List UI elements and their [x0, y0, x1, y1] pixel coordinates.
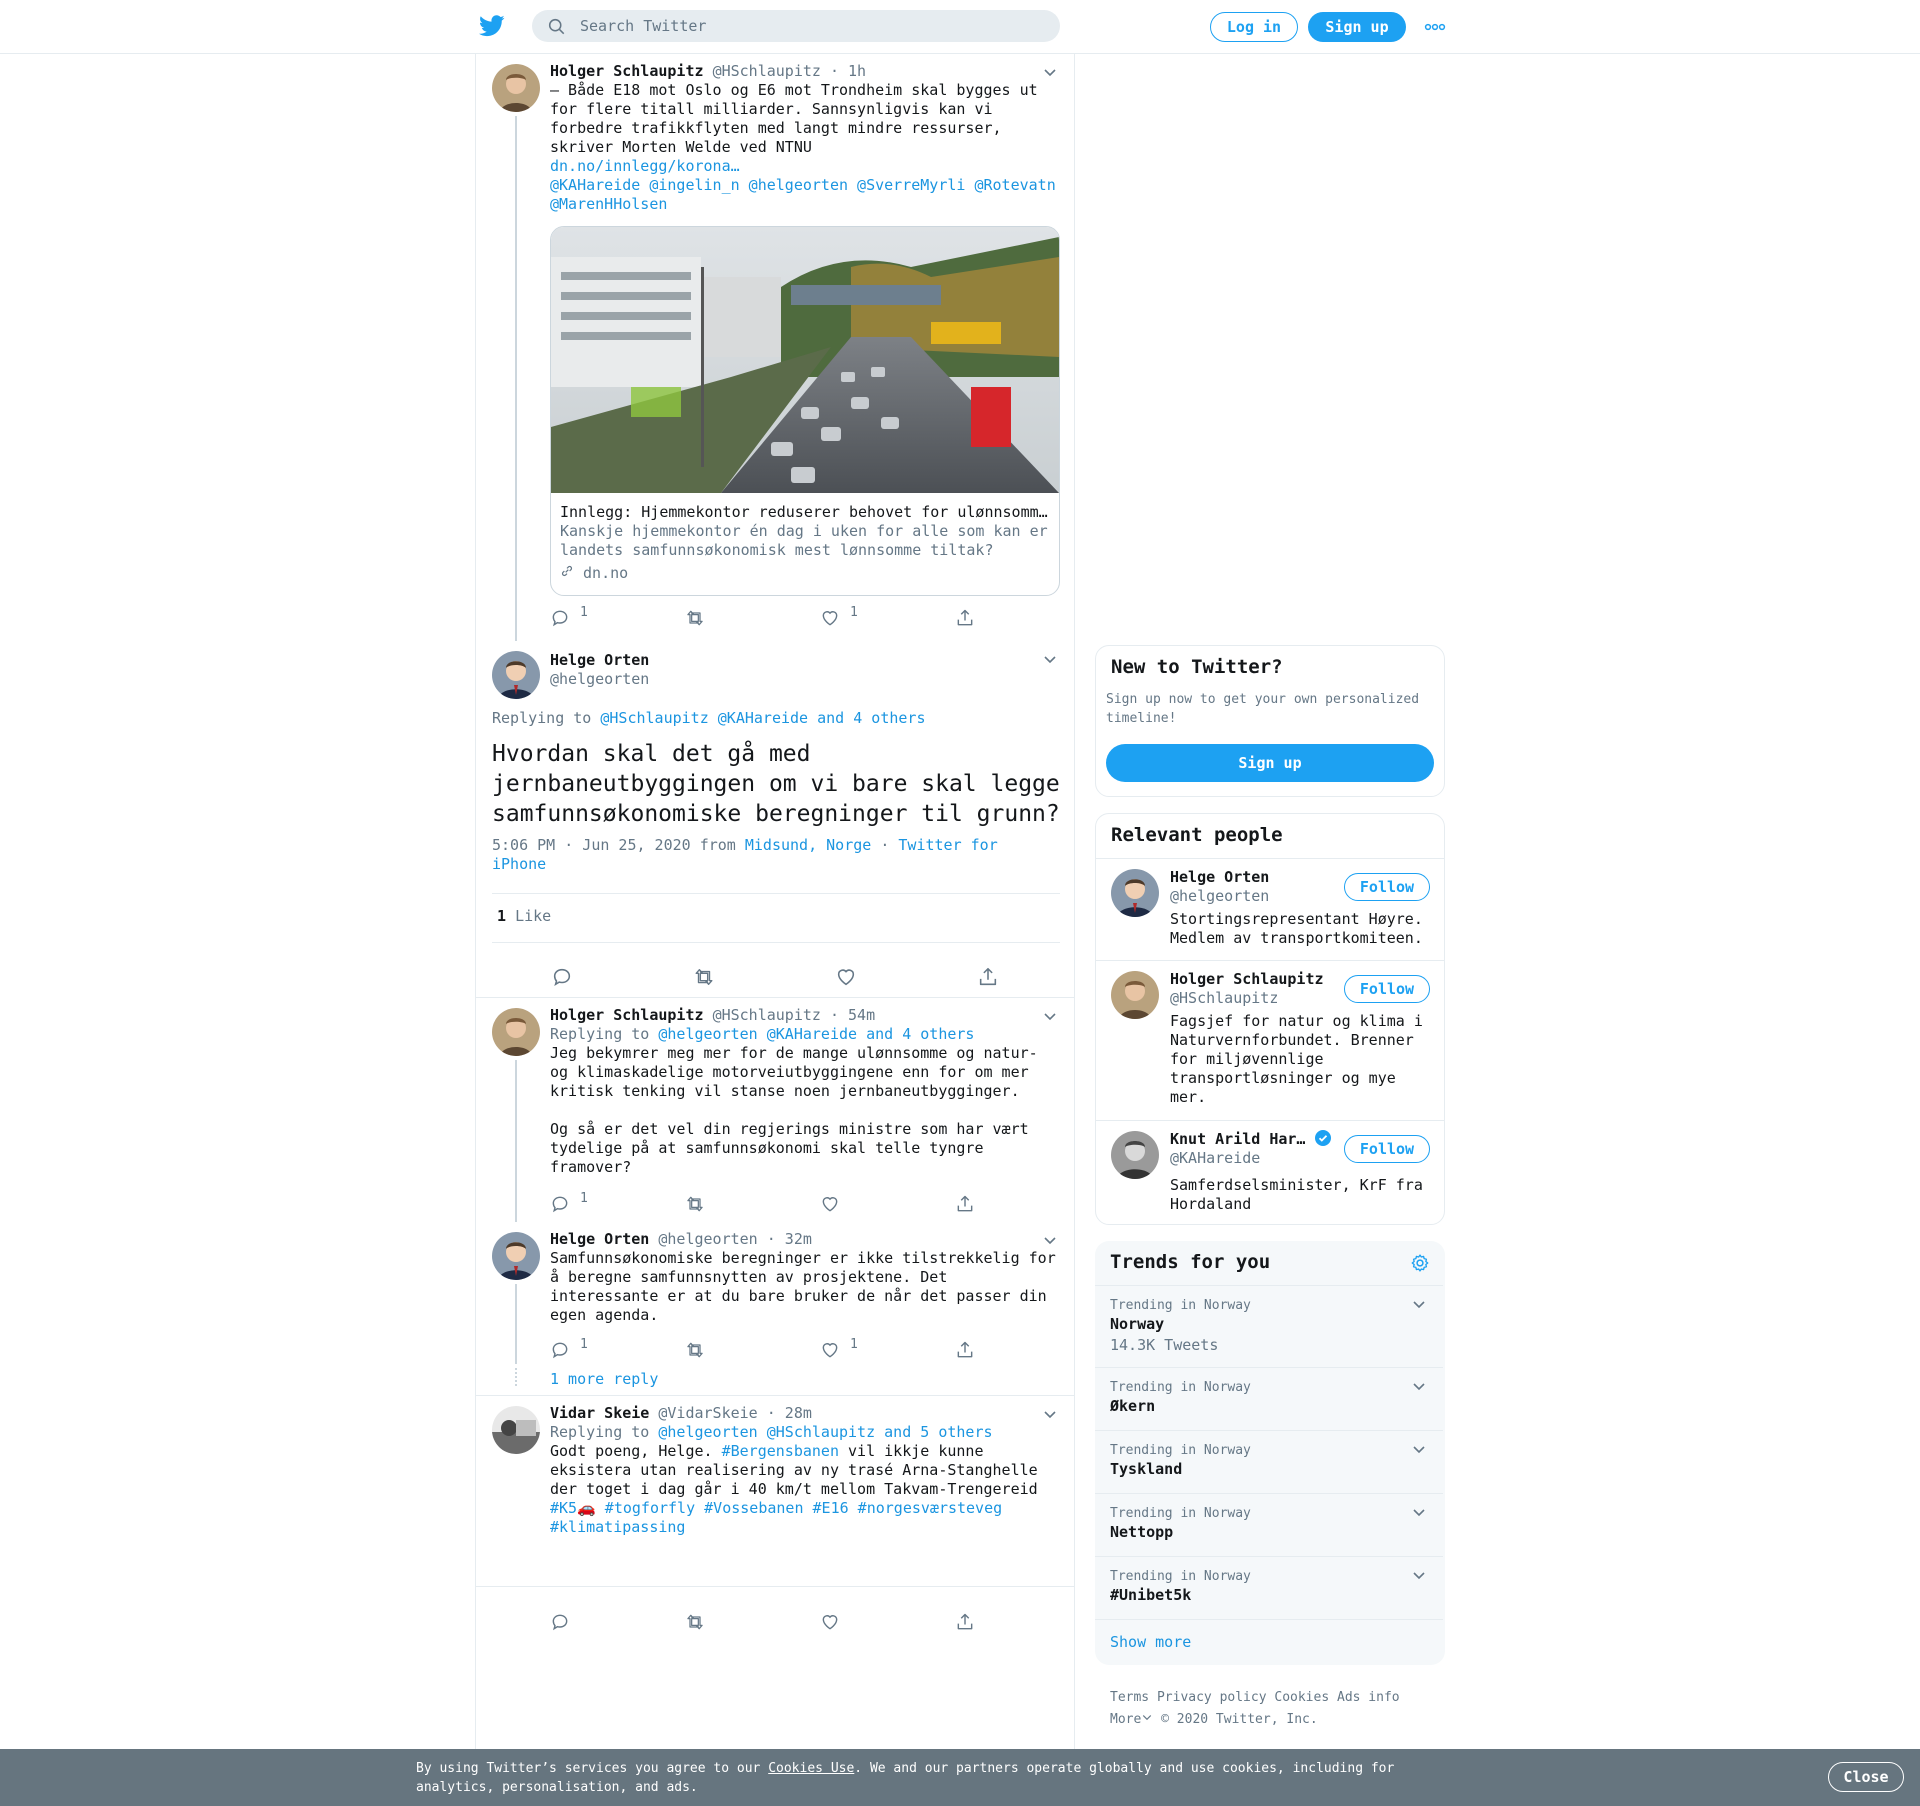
footer-ads-link[interactable]: Ads info — [1337, 1690, 1400, 1705]
author-handle[interactable]: @HSchlaupitz — [712, 62, 821, 80]
replying-to — [492, 709, 1062, 727]
main-timeline — [475, 54, 1075, 1750]
parent-tweet[interactable] — [476, 54, 1074, 641]
like-total: 1 — [497, 907, 507, 925]
reply-count: 1 — [580, 605, 588, 620]
share-icon — [955, 1340, 975, 1360]
footer-cookies-link[interactable]: Cookies — [1274, 1690, 1330, 1705]
replying-mentions[interactable]: @helgeorten @HSchlaupitz and 5 others — [658, 1423, 993, 1441]
reply-icon — [550, 1612, 570, 1632]
more-replies-link[interactable]: 1 more reply — [550, 1370, 659, 1388]
trend-name: #Unibet5k — [1110, 1586, 1192, 1604]
like-stats[interactable] — [497, 907, 551, 925]
trend-item[interactable] — [1095, 1367, 1443, 1430]
profile-photo-icon — [492, 64, 540, 112]
tweet-text: Jeg bekymrer meg mer for de mange ulønnsomme og natur- og klimaskadelige motorveiutbyggingene enn for om mer kritisk tenking vil stanse noen jernbaneutbygginger. — [550, 1044, 1038, 1100]
tweet-mentions[interactable]: @KAHareide @ingelin_n @helgeorten @SverreMyrli @Rotevatn @MarenHHolsen — [550, 176, 1056, 213]
person-handle[interactable]: @helgeorten — [1170, 887, 1270, 905]
cookie-text — [416, 1759, 1416, 1797]
trend-name: Norway — [1110, 1315, 1165, 1333]
person-card[interactable] — [1096, 960, 1444, 1120]
replying-mentions[interactable]: @helgeorten @KAHareide and 4 others — [658, 1025, 975, 1043]
tweet-text: – Både E18 mot Oslo og E6 mot Trondheim skal bygges ut for flere titall milliarder. Sannsynligvis kan vi forbedre trafikkflyten med langt mindre ressurser, skriver Morten Welde ved NTNU — [550, 81, 1038, 156]
cookie-banner — [0, 1749, 1920, 1806]
tweet-time[interactable]: · 28m — [766, 1404, 812, 1422]
profile-photo-icon — [1111, 971, 1159, 1019]
focused-tweet-text: Hvordan skal det gå med jernbaneutbyggingen om vi bare skal legge samfunnsøkonomiske beregninger til grunn? — [492, 741, 1060, 827]
retweet-icon — [685, 608, 705, 628]
tweet-actions — [550, 1337, 980, 1360]
focused-tweet — [476, 641, 1074, 1051]
trend-name: Nettopp — [1110, 1523, 1174, 1541]
thread-dots — [515, 1368, 517, 1386]
signup-button[interactable]: Sign up — [1308, 12, 1406, 42]
reply-button[interactable] — [550, 1191, 588, 1214]
new-to-twitter-box — [1095, 645, 1445, 797]
relevant-people-box — [1095, 813, 1445, 1225]
retweet-button[interactable] — [685, 1612, 705, 1632]
tweet-time[interactable]: · 1h — [829, 62, 867, 80]
tweet-text: Samfunnsøkonomiske beregninger er ikke tilstrekkelig for å beregne samfunnsnytten av prosjektene. Det interessante er at du bare bruker de når det passer din egen agenda. — [550, 1249, 1056, 1324]
replying-prefix: Replying to — [492, 709, 592, 727]
profile-photo-icon — [492, 1232, 540, 1280]
heart-icon — [820, 1340, 840, 1360]
person-card[interactable] — [1096, 1120, 1444, 1224]
trend-item[interactable] — [1095, 1556, 1443, 1619]
verified-badge-icon — [1315, 1130, 1331, 1146]
cookie-text-a: By using Twitter’s services you agree to our — [416, 1761, 761, 1776]
share-button[interactable] — [955, 1194, 975, 1214]
tweet-location[interactable]: Midsund, Norge — [744, 836, 872, 854]
box-title: New to Twitter? — [1111, 656, 1283, 678]
search-bar[interactable] — [532, 10, 1060, 42]
avatar[interactable] — [492, 64, 540, 112]
share-button[interactable] — [977, 966, 999, 986]
avatar[interactable] — [1111, 971, 1159, 1019]
trend-context: Trending in Norway — [1110, 1506, 1251, 1521]
retweet-icon — [693, 966, 715, 988]
retweet-icon — [685, 1612, 705, 1632]
gear-icon[interactable] — [1410, 1253, 1430, 1273]
retweet-icon — [685, 1340, 705, 1360]
like-button[interactable] — [835, 966, 857, 986]
tweet-actions — [550, 1612, 980, 1632]
reply-tweet[interactable] — [476, 998, 1074, 1222]
avatar[interactable] — [1111, 869, 1159, 917]
trend-context: Trending in Norway — [1110, 1380, 1251, 1395]
login-button[interactable]: Log in — [1210, 12, 1298, 42]
hashtag-link[interactable]: #Bergensbanen — [721, 1442, 839, 1460]
retweet-button[interactable] — [685, 1340, 705, 1360]
tweet-text-2: vil ikkje kunne eksistera utan realisering av ny trasé Arna-Stanghelle der toget i dag går i 40 km/t mellom Takvam-Trengereid — [550, 1442, 1038, 1498]
share-icon — [977, 966, 999, 988]
like-count: 1 — [850, 605, 858, 620]
avatar[interactable] — [492, 1406, 540, 1454]
heart-icon — [835, 966, 857, 988]
chevron-down-icon[interactable] — [1411, 1441, 1427, 1457]
author-name[interactable]: Helge Orten — [550, 651, 650, 669]
search-input[interactable] — [580, 10, 1040, 42]
more-options-icon[interactable] — [1424, 18, 1446, 36]
trend-count: 14.3K Tweets — [1110, 1336, 1219, 1354]
profile-photo-icon — [492, 1406, 540, 1454]
profile-photo-icon — [492, 651, 540, 699]
heart-icon — [820, 1194, 840, 1214]
tweet-text: Godt poeng, Helge. — [550, 1442, 713, 1460]
person-handle[interactable]: @HSchlaupitz — [1170, 989, 1279, 1007]
thread-line — [515, 1284, 517, 1364]
card-title: Innlegg: Hjemmekontor reduserer behovet for ulønnsomm… — [560, 503, 1048, 521]
reply-icon — [551, 966, 573, 988]
share-button[interactable] — [955, 608, 975, 628]
avatar[interactable] — [492, 1232, 540, 1280]
reply-tweet[interactable] — [476, 1396, 1074, 1596]
hashtag-links[interactable]: #K5🚗 #togforfly #Vossebanen #E16 #norgesværsteveg #klimatipassing — [550, 1499, 1003, 1536]
trend-item[interactable] — [1095, 1285, 1443, 1367]
chevron-down-icon[interactable] — [1411, 1504, 1427, 1520]
tweet-time[interactable]: · 54m — [829, 1006, 876, 1024]
reply-tweet[interactable] — [476, 1222, 1074, 1394]
heart-icon — [820, 608, 840, 628]
tweet-body — [550, 1230, 1060, 1325]
tweet-body — [550, 62, 1060, 214]
tweet-body — [550, 1404, 1060, 1537]
profile-photo-icon — [1111, 1131, 1159, 1179]
person-name[interactable]: Knut Arild Har… — [1170, 1130, 1306, 1148]
tweet-body — [550, 1006, 1060, 1177]
person-bio: Samferdselsminister, KrF fra Hordaland — [1170, 1176, 1423, 1213]
like-button[interactable] — [820, 605, 858, 628]
reply-button[interactable] — [550, 605, 588, 628]
cookie-close-button[interactable]: Close — [1828, 1762, 1904, 1792]
thread-line — [515, 116, 517, 641]
avatar[interactable] — [1111, 1131, 1159, 1179]
author-handle[interactable]: @helgeorten — [550, 670, 650, 688]
retweet-button[interactable] — [685, 1194, 705, 1214]
footer-more-link[interactable]: More — [1110, 1712, 1142, 1727]
author-handle[interactable]: @helgeorten — [658, 1230, 758, 1248]
author-name[interactable]: Holger Schlaupitz — [550, 1006, 704, 1024]
reply-icon — [550, 1340, 570, 1360]
link-icon — [560, 564, 574, 578]
avatar[interactable] — [492, 1008, 540, 1056]
share-icon — [955, 1612, 975, 1632]
person-bio: Fagsjef for natur og klima i Naturvernforbundet. Brenner for miljøvennlige transportløsninger og mye mer. — [1170, 1012, 1423, 1106]
like-button[interactable] — [820, 1337, 858, 1360]
like-button[interactable] — [820, 1612, 840, 1632]
replying-mentions[interactable]: @HSchlaupitz @KAHareide and 4 others — [600, 709, 926, 727]
search-icon — [548, 18, 565, 35]
tweet-source[interactable]: Twitter for iPhone — [492, 836, 998, 873]
trend-item[interactable] — [1095, 1430, 1443, 1493]
replying-prefix: Replying to — [550, 1423, 650, 1441]
thread-line — [515, 1060, 517, 1222]
tweet-timestamp[interactable]: 5:06 PM · Jun 25, 2020 from — [492, 836, 736, 854]
chevron-down-icon[interactable] — [1411, 1378, 1427, 1394]
tweet-actions — [550, 605, 980, 628]
share-icon — [955, 1194, 975, 1214]
share-button[interactable] — [955, 1612, 975, 1632]
trend-context: Trending in Norway — [1110, 1298, 1251, 1313]
chevron-down-icon[interactable] — [1411, 1296, 1427, 1312]
footer-terms-link[interactable]: Terms — [1110, 1690, 1150, 1705]
tweet-text-2: Og så er det vel din regjerings ministre som har vært tydelige på at samfunnsøkonomi skal telle tyngre framover? — [550, 1120, 1029, 1176]
share-button[interactable] — [955, 1340, 975, 1360]
like-label: Like — [515, 907, 552, 925]
box-title: Relevant people — [1111, 824, 1283, 846]
author-name[interactable]: Vidar Skeie — [550, 1404, 650, 1422]
footer-privacy-link[interactable]: Privacy policy — [1156, 1690, 1267, 1705]
reply-button[interactable] — [551, 966, 573, 986]
show-more-row[interactable] — [1095, 1619, 1443, 1663]
person-bio: Stortingsrepresentant Høyre. Medlem av transportkomiteen. — [1170, 910, 1423, 947]
card-description: Kanskje hjemmekontor én dag i uken for alle som kan er landets samfunnsøkonomisk mest lønnsomme tiltak? — [560, 522, 1048, 559]
box-title: Trends for you — [1110, 1251, 1271, 1273]
trend-name: Økern — [1110, 1397, 1156, 1415]
like-button[interactable] — [820, 1194, 840, 1214]
reply-count: 1 — [580, 1191, 588, 1206]
sidebar-signup-button[interactable]: Sign up — [1106, 744, 1434, 782]
author-name[interactable]: Helge Orten — [550, 1230, 650, 1248]
trend-item[interactable] — [1095, 1493, 1443, 1556]
trend-context: Trending in Norway — [1110, 1569, 1251, 1584]
follow-button[interactable]: Follow — [1344, 975, 1430, 1003]
footer-copyright: © 2020 Twitter, Inc. — [1161, 1712, 1318, 1727]
card-image — [551, 227, 1059, 493]
retweet-button[interactable] — [685, 608, 705, 628]
chevron-down-icon[interactable] — [1141, 1711, 1153, 1723]
author-handle[interactable]: @VidarSkeie — [658, 1404, 758, 1422]
author-name[interactable]: Holger Schlaupitz — [550, 62, 704, 80]
person-handle[interactable]: @KAHareide — [1170, 1149, 1261, 1167]
retweet-icon — [685, 1194, 705, 1214]
person-name[interactable]: Helge Orten — [1170, 868, 1270, 886]
profile-photo-icon — [1111, 869, 1159, 917]
retweet-button[interactable] — [693, 966, 715, 986]
profile-photo-icon — [492, 1008, 540, 1056]
card-domain: dn.no — [583, 564, 629, 582]
tweet-actions — [550, 1191, 980, 1214]
trend-context: Trending in Norway — [1110, 1443, 1251, 1458]
replying-prefix: Replying to — [550, 1025, 650, 1043]
link-card[interactable] — [550, 226, 1060, 596]
trends-box — [1095, 1241, 1445, 1665]
trend-name: Tyskland — [1110, 1460, 1183, 1478]
tweet-link[interactable]: dn.no/innlegg/korona… — [550, 157, 740, 175]
reply-icon — [550, 1194, 570, 1214]
cookie-text-b: . We and our partners operate globally and use cookies, including for analytics, personalisation, and ads. — [416, 1761, 1395, 1795]
show-more-link[interactable]: Show more — [1110, 1633, 1192, 1651]
reply-icon — [550, 608, 570, 628]
tweet-header — [550, 651, 1060, 689]
top-header — [0, 0, 1920, 54]
share-icon — [955, 608, 975, 628]
reply-button[interactable] — [550, 1612, 570, 1632]
highway-photo-icon — [551, 227, 1059, 493]
box-text: Sign up now to get your own personalized timeline! — [1106, 692, 1420, 726]
person-name[interactable]: Holger Schlaupitz — [1170, 970, 1324, 988]
tweet-time[interactable]: · 32m — [766, 1230, 812, 1248]
like-count: 1 — [850, 1337, 858, 1352]
avatar[interactable] — [492, 651, 540, 699]
tweet-meta: 5:06 PM · Jun 25, 2020 from Midsund, Norge · Twitter for iPhone — [492, 836, 998, 873]
heart-icon — [820, 1612, 840, 1632]
reply-count: 1 — [580, 1337, 588, 1352]
reply-button[interactable] — [550, 1337, 588, 1360]
twitter-logo-icon[interactable] — [479, 14, 505, 38]
author-handle[interactable]: @HSchlaupitz — [712, 1006, 821, 1024]
follow-button[interactable]: Follow — [1344, 873, 1430, 901]
footer-links — [1110, 1687, 1440, 1731]
focused-tweet-actions — [476, 966, 1074, 986]
person-card[interactable] — [1096, 858, 1444, 960]
chevron-down-icon[interactable] — [1411, 1567, 1427, 1583]
follow-button[interactable]: Follow — [1344, 1135, 1430, 1163]
cookies-use-link[interactable]: Cookies Use — [768, 1761, 855, 1776]
